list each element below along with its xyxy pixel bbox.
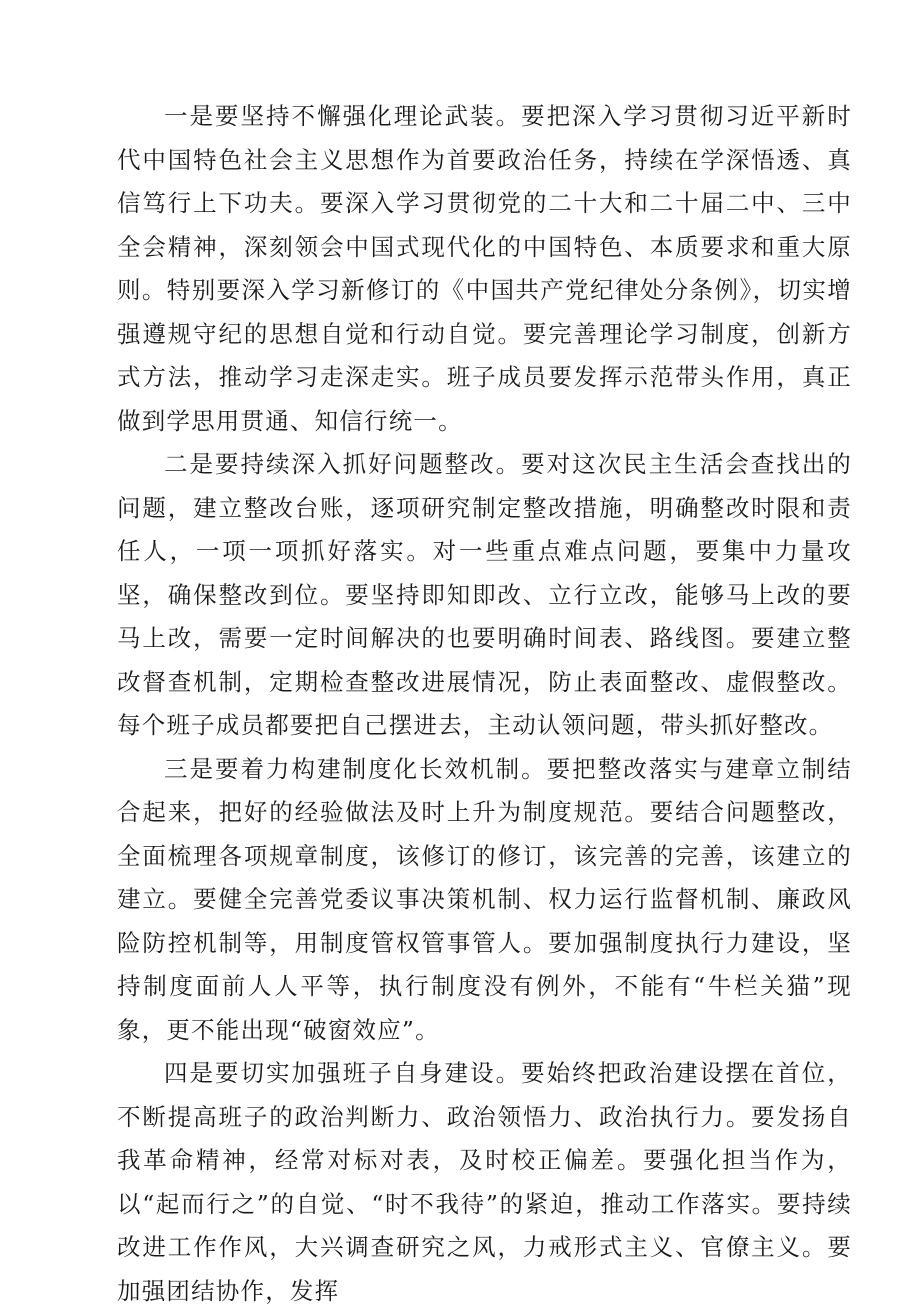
document-body: [117, 95, 852, 1313]
paragraph-team-building: 四是要切实加强班子自身建设。要始终把政治建设摆在首位，不断提高班子的政治判断力、政治领悟力、政治执行力。要发扬自我革命精神，经常对标对表，及时校正偏差。要强化担当作为，以“起而行之”的自觉、“时不我待”的紧迫，推动工作落实。要持续改进工作作风，大兴调查研究之风，力戒形式主义、官僚主义。要加强团结协作，发挥: [117, 1059, 852, 1305]
paragraph-institutional-mechanism: 三是要着力构建制度化长效机制。要把整改落实与建章立制结合起来，把好的经验做法及时上升为制度规范。要结合问题整改，全面梳理各项规章制度，该修订的修订，该完善的完善，该建立的建立。要健全完善党委议事决策机制、权力运行监督机制、廉政风险防控机制等，用制度管权管事管人。要加强制度执行力建设，坚持制度面前人人平等，执行制度没有例外，不能有“牛栏关猫”现象，更不能出现“破窗效应”。: [117, 754, 852, 1044]
paragraph-problem-rectification: 二是要持续深入抓好问题整改。要对这次民主生活会查找出的问题，建立整改台账，逐项研究制定整改措施，明确整改时限和责任人，一项一项抓好落实。对一些重点难点问题，要集中力量攻坚，确保整改到位。要坚持即知即改、立行立改，能够马上改的要马上改，需要一定时间解决的也要明确时间表、路线图。要建立整改督查机制，定期检查整改进展情况，防止表面整改、虚假整改。每个班子成员都要把自己摆进去，主动认领问题，带头抓好整改。: [117, 450, 852, 739]
paragraph-theory-study: 一是要坚持不懈强化理论武装。要把深入学习贯彻习近平新时代中国特色社会主义思想作为首要政治任务，持续在学深悟透、真信笃行上下功夫。要深入学习贯彻党的二十大和二十届二中、三中全会精神，深刻领会中国式现代化的中国特色、本质要求和重大原则。特别要深入学习新修订的《中国共产党纪律处分条例》，切实增强遵规守纪的思想自觉和行动自觉。要完善理论学习制度，创新方式方法，推动学习走深走实。班子成员要发挥示范带头作用，真正做到学思用贯通、知信行统一。: [117, 102, 852, 435]
